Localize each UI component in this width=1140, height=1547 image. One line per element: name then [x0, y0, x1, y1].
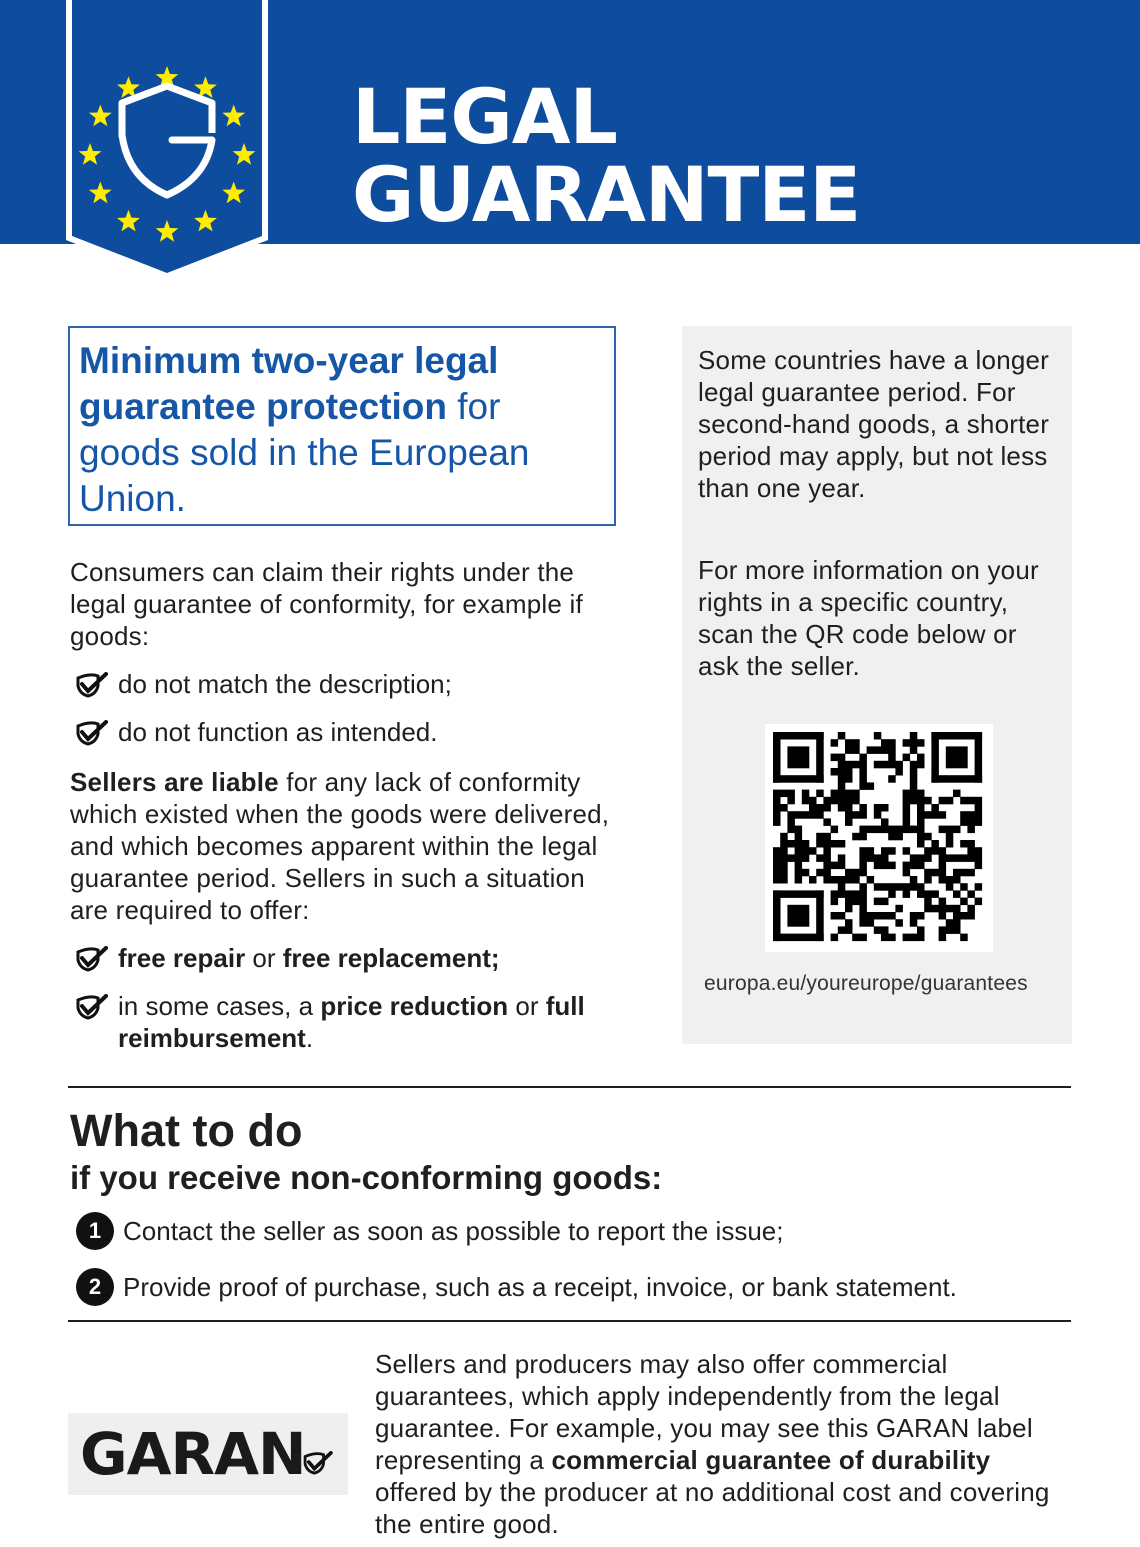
remedy-price-reduction: [76, 990, 616, 1054]
check-shield-icon: [76, 946, 108, 972]
remedy2-end: .: [305, 1023, 314, 1053]
divider: [68, 1320, 1071, 1322]
remedy2-pre: in some cases, a: [118, 991, 321, 1021]
check-shield-icon: [76, 672, 108, 698]
garan-check-icon: [303, 1451, 333, 1475]
remedy2-or: or: [508, 991, 546, 1021]
title-line-2: GUARANTEE: [352, 150, 861, 239]
step-item: [76, 1214, 783, 1248]
remedy-free-replacement: free replacement;: [282, 943, 500, 973]
qr-code-icon: [765, 724, 993, 952]
section-title: What to do: [70, 1105, 303, 1156]
commercial-guarantee-paragraph: [375, 1348, 1075, 1540]
commercial-text-post: offered by the producer at no additional cost and covering the entire good.: [375, 1477, 1050, 1539]
title-line-1: LEGAL: [352, 72, 617, 161]
check-shield-icon: [76, 720, 108, 746]
liability-paragraph: [70, 766, 630, 926]
remedy-free-repair: free repair: [118, 943, 246, 973]
step-text-1: Contact the seller as soon as possible to report the issue;: [123, 1216, 784, 1246]
lead-normal: for goods sold in the European Union.: [79, 386, 530, 519]
check-shield-icon: [76, 994, 108, 1020]
list-item: [76, 668, 452, 700]
nonconformity-item-2: do not function as intended.: [118, 717, 438, 747]
step-number-1: 1: [76, 1212, 114, 1250]
commercial-text-bold: commercial guarantee of durability: [551, 1445, 991, 1475]
divider: [68, 1086, 1071, 1088]
section-subtitle: if you receive non-conforming goods:: [70, 1159, 663, 1196]
sidebar-paragraph-2: For more information on your rights in a specific country, scan the QR code below or ask the seller.: [698, 555, 1039, 681]
remedy-repair-replacement: [76, 942, 500, 974]
list-item: [76, 716, 437, 748]
liable-bold: Sellers are liable: [70, 767, 279, 797]
rights-intro: Consumers can claim their rights under the legal guarantee of conformity, for example if goods:: [70, 557, 583, 651]
page-title: [352, 72, 861, 239]
remedy-price-reduction-bold: price reduction: [320, 991, 509, 1021]
list-item: [76, 990, 616, 1054]
garan-label: [68, 1413, 348, 1495]
qr-code[interactable]: [765, 724, 993, 952]
list-item: [76, 942, 500, 974]
commercial-text-pre: Sellers and producers may also offer commercial guarantees, which apply independently from the legal guarantee. For example, you may see this GARAN label representing a: [375, 1349, 1033, 1475]
sidebar-paragraph-1: Some countries have a longer legal guarantee period. For second-hand goods, a shorter period may apply, but not less than one year.: [698, 345, 1050, 503]
lead-statement-box: [68, 326, 616, 526]
remedy-or: or: [245, 943, 283, 973]
liable-text: for any lack of conformity which existed when the goods were delivered, and which becomes apparent within the legal guarantee period. Sellers in such a situation are required to offer:: [70, 767, 610, 925]
step-item: [76, 1270, 957, 1304]
step-text-2: Provide proof of purchase, such as a receipt, invoice, or bank statement.: [123, 1272, 957, 1302]
nonconformity-item-1: do not match the description;: [118, 669, 452, 699]
garan-text: GARAN: [80, 1420, 306, 1488]
remedy-full-reimbursement: full reimbursement: [118, 991, 585, 1053]
eu-guarantee-emblem-icon: [60, 0, 275, 285]
info-url[interactable]: europa.eu/youreurope/guarantees: [704, 972, 1028, 995]
lead-bold: Minimum two-year legal guarantee protection: [79, 340, 499, 427]
step-number-2: 2: [76, 1268, 114, 1306]
